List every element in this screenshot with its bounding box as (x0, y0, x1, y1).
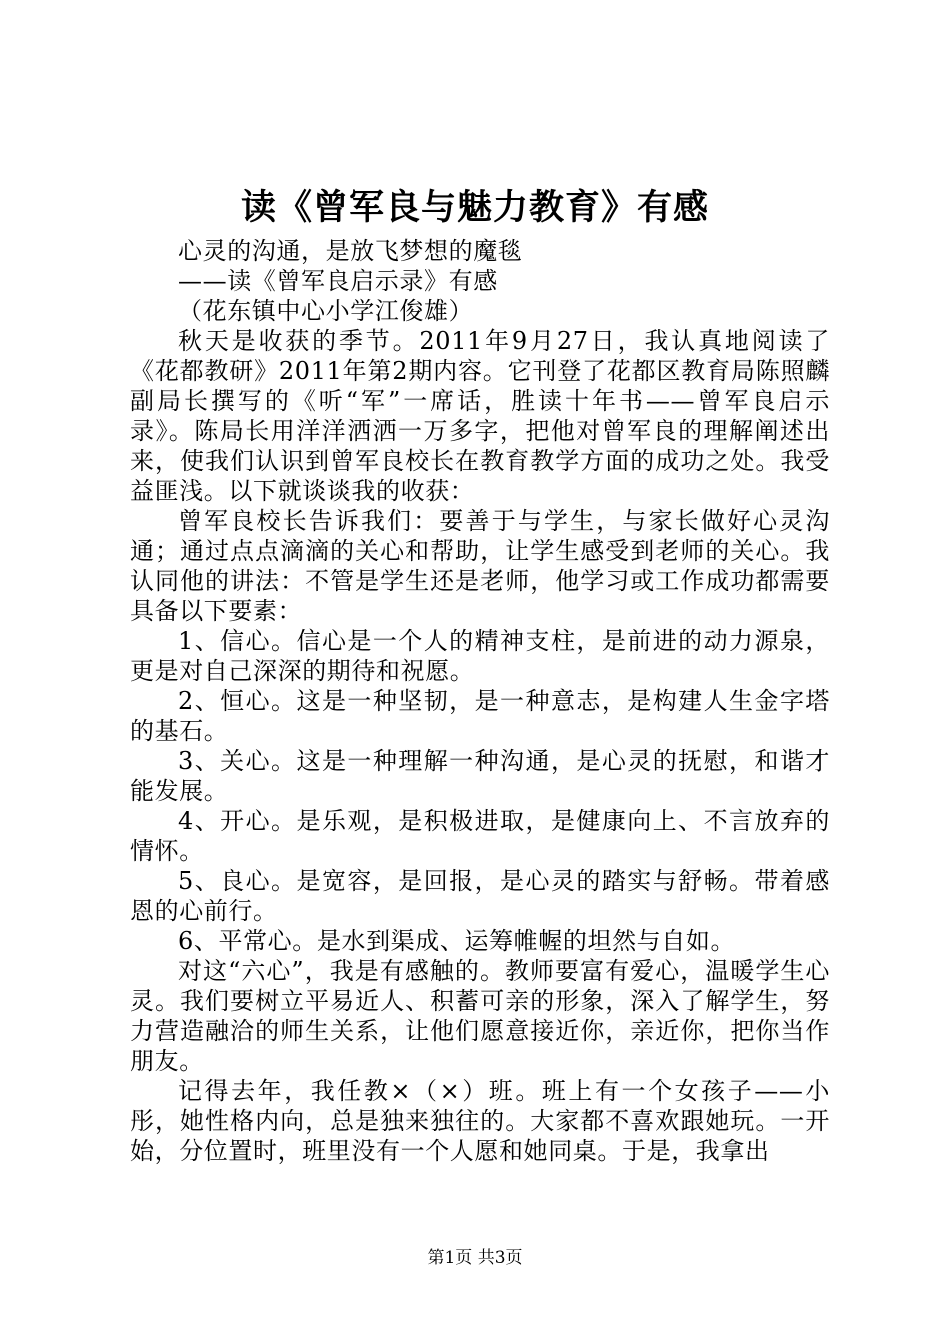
document-title: 读《曾军良与魅力教育》有感 (240, 188, 709, 228)
page-footer: 第1页 共3页 (427, 1248, 523, 1268)
subtitle-line: 心灵的沟通，是放飞梦想的魔毯 (178, 237, 523, 265)
subtitle-line: ——读《曾军良启示录》有感 (178, 267, 498, 295)
list-item: 3、关心。这是一种理解一种沟通，是心灵的抚慰，和谐才能发展。 (130, 747, 830, 805)
body-paragraph: 曾军良校长告诉我们：要善于与学生，与家长做好心灵沟通；通过点点滴滴的关心和帮助，让学生感受到老师的关心。我认同他的讲法：不管是学生还是老师，他学习或工作成功都需要具备以下要素： (130, 507, 830, 625)
list-item: 5、良心。是宽容，是回报，是心灵的踏实与舒畅。带着感恩的心前行。 (130, 867, 830, 925)
body-paragraph: 对这“六心”，我是有感触的。教师要富有爱心，温暖学生心灵。我们要树立平易近人、积蓄可亲的形象，深入了解学生，努力营造融洽的师生关系，让他们愿意接近你，亲近你，把你当作朋友。 (130, 957, 830, 1075)
list-item: 2、恒心。这是一种坚韧，是一种意志，是构建人生金字塔的基石。 (130, 687, 830, 745)
body-paragraph: 秋天是收获的季节。2011年9月27日，我认真地阅读了《花都教研》2011年第2期内容。它刊登了花都区教育局陈照麟副局长撰写的《听“军”一席话，胜读十年书——曾军良启示录》。陈局长用洋洋洒洒一万多字，把他对曾军良的理解阐述出来，使我们认识到曾军良校长在教育教学方面的成功之处。我受益匪浅。以下就谈谈我的收获： (130, 327, 830, 505)
author-line: （花东镇中心小学江俊雄） (178, 297, 474, 325)
body-paragraph: 记得去年，我任教×（×）班。班上有一个女孩子——小彤，她性格内向，总是独来独往的。大家都不喜欢跟她玩。一开始，分位置时，班里没有一个人愿和她同桌。于是，我拿出 (130, 1077, 830, 1165)
list-item: 1、信心。信心是一个人的精神支柱，是前进的动力源泉，更是对自己深深的期待和祝愿。 (130, 627, 830, 685)
list-item: 4、开心。是乐观，是积极进取，是健康向上、不言放弃的情怀。 (130, 807, 830, 865)
list-item: 6、平常心。是水到渠成、运筹帷幄的坦然与自如。 (178, 927, 736, 955)
document-body (130, 236, 830, 1166)
